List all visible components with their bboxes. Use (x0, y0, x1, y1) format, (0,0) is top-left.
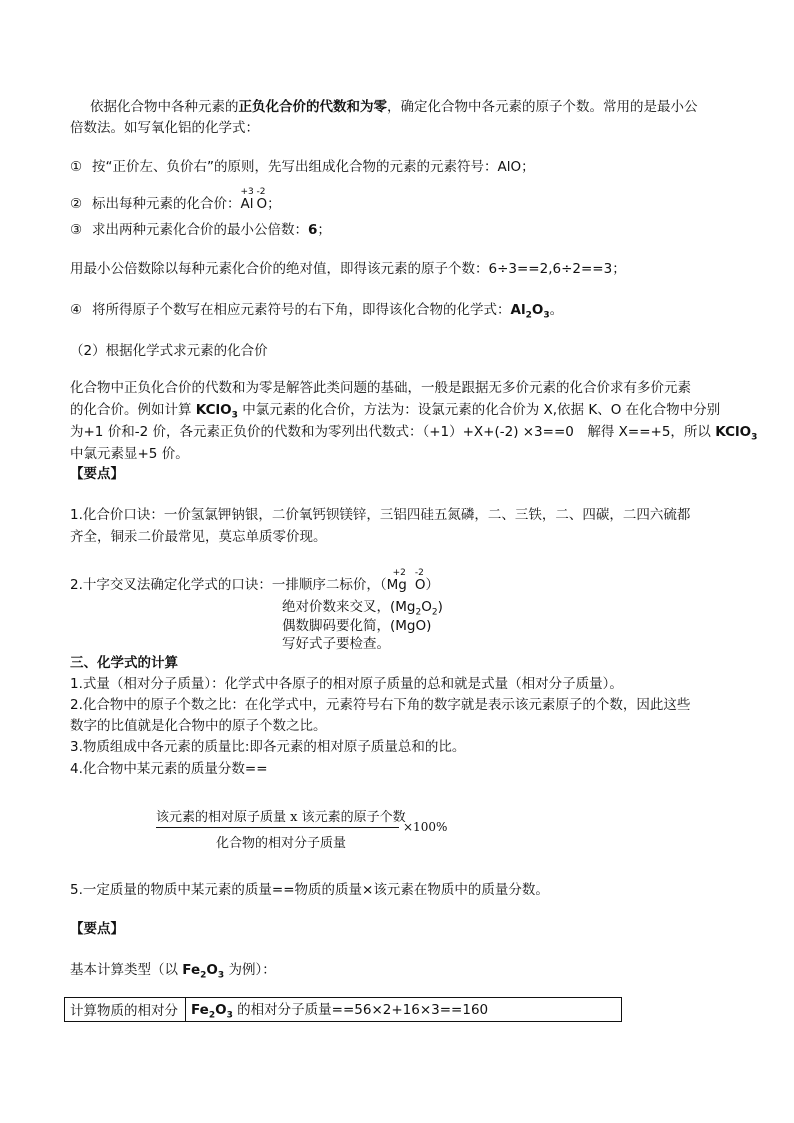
text: 的化合价。例如计算 (70, 402, 196, 418)
intro-text: ，确定化合物中各元素的原子个数。常用的是最小公 (387, 99, 698, 115)
valence-o: -2 (256, 187, 266, 197)
section-3-l1: 1.式量（相对分子质量）：化学式中各原子的相对原子质量的总和就是式量（相对分子质量）。 (70, 676, 623, 692)
valence-o: -2 (414, 568, 424, 578)
formula-sub: 2 (200, 970, 207, 981)
formula-sub: 3 (217, 970, 225, 981)
step-text: 按“正价左、负价右”的原则，先写出组成化合物的元素的元素符号：AlO； (92, 159, 535, 175)
symbol-al: Al (240, 196, 254, 212)
section-2-p4: 中氯元素显+5 价。 (70, 446, 189, 462)
valence-rhyme-1: 1.化合价口诀：一价氢氯钾钠银，二价氧钙钡镁锌，三铝四硅五氮磷，二、三铁，二、四碳，二四六硫都 (70, 507, 691, 523)
formula-part: O (531, 302, 544, 318)
lcm-value: 6 (308, 222, 318, 238)
division-line: 用最小公倍数除以每种元素化合价的绝对值，即得该元素的原子个数：6÷3==2,6÷2==3； (70, 261, 626, 277)
formula-part: KClO (195, 402, 232, 418)
section-3-l6: 5.一定质量的物质中某元素的质量==物质的质量×该元素在物质中的质量分数。 (70, 882, 549, 898)
formula-part: O (215, 1002, 227, 1018)
section-3-l2: 2.化合物中的原子个数之比：在化学式中，元素符号右下角的数字就是表示该元素原子的个数，因此这些 (70, 697, 691, 713)
step-2 (70, 187, 281, 214)
fraction-bar (156, 827, 399, 828)
valence-rhyme-2: 齐全，铜汞二价最常见，莫忘单质零价现。 (70, 529, 327, 545)
table-row (65, 998, 622, 1022)
formula-sub: 3 (543, 310, 550, 321)
step-end: ； (317, 222, 331, 238)
intro-bold: 正负化合价的代数和为零 (238, 99, 387, 115)
formula-sub: 2 (415, 607, 422, 618)
element-al (240, 187, 254, 214)
cross-rule-3: 偶数脚码要化简，(MgO) (282, 618, 432, 634)
points-title: 【要点】 (70, 466, 124, 482)
section-2-p1: 化合物中正负化合价的代数和为零是解答此类问题的基础，一般是跟据无多价元素的化合价求有多价元素 (70, 380, 691, 396)
intro-text: 依据化合物中各种元素的 (90, 99, 239, 115)
formula-sub: 2 (431, 607, 438, 618)
text: 绝对价数来交叉，(Mg (282, 599, 416, 615)
intro-line-2: 倍数法。如写氧化铝的化学式： (70, 120, 259, 136)
text: 的相对分子质量==56×2+16×3==160 (232, 1002, 489, 1018)
formula-kclo3 (715, 424, 758, 443)
step-number: ② (70, 196, 83, 212)
step-1 (70, 157, 535, 177)
formula-sub: 3 (751, 432, 758, 443)
cross-rule-4: 写好式子要检查。 (282, 636, 390, 652)
step-end: ； (267, 196, 281, 212)
element-mg (386, 568, 407, 595)
text: 2.十字交叉法确定化学式的口诀：一排顺序二标价，（ (70, 577, 387, 593)
text: 基本计算类型（以 (70, 962, 183, 978)
step-end: 。 (549, 302, 564, 318)
formula-part: Fe (182, 962, 201, 978)
step-text: 求出两种元素化合价的最小公倍数： (92, 222, 308, 238)
basic-calc-types (70, 960, 276, 986)
valence-al: +3 (240, 187, 254, 197)
calc-table (64, 997, 622, 1022)
step-number: ① (70, 159, 83, 175)
formula-fe2o3 (182, 962, 225, 981)
symbol-mg: Mg (386, 577, 407, 593)
formula-fe2o3 (191, 1002, 233, 1021)
formula-part: Fe (191, 1002, 209, 1018)
table-cell-label: 计算物质的相对分 (65, 998, 186, 1022)
formula-sub: 2 (525, 310, 532, 321)
text: ) (437, 599, 443, 615)
text: 中氯元素的化合价，方法为：设氯元素的化合价为 X,依据 K、O 在化合物中分别 (237, 402, 721, 418)
section-3-l5: 4.化合物中某元素的质量分数== (70, 761, 268, 777)
text: 为例）： (224, 962, 276, 978)
formula-al2o3 (510, 302, 550, 321)
section-2-heading: （2）根据化学式求元素的化合价 (70, 343, 268, 359)
cross-rule-1 (70, 568, 439, 595)
text: 为+1 价和-2 价，各元素正负价的代数和为零列出代数式：（+1）+X+(-2) ×3==0 解得 X==+5，所以 (70, 424, 716, 440)
section-3-l3: 数字的比值就是化合物中的原子个数之比。 (70, 718, 327, 734)
formula-sub: 3 (226, 1010, 233, 1021)
valence-mg: +2 (392, 568, 406, 578)
symbol-o: O (256, 196, 268, 212)
table-cell-value (186, 998, 622, 1022)
step-text: 标出每种元素的化合价： (92, 196, 241, 212)
step-number: ④ (70, 302, 83, 318)
step-number: ③ (70, 222, 83, 238)
points-title-2: 【要点】 (70, 921, 124, 937)
text: O (421, 599, 432, 615)
text: ） (425, 577, 439, 593)
fraction-denominator: 化合物的相对分子质量 (216, 836, 347, 851)
step-3 (70, 220, 331, 240)
formula-kclo3 (195, 402, 238, 421)
formula-sub: 3 (231, 410, 238, 421)
fraction-numerator: 该元素的相对原子质量 x 该元素的原子个数 (156, 810, 406, 825)
symbol-o: O (414, 577, 426, 593)
fraction-multiplier: ×100% (403, 820, 448, 834)
section-3-heading: 三、化学式的计算 (70, 655, 178, 671)
section-3-l4: 3.物质组成中各元素的质量比:即各元素的相对原子质量总和的比。 (70, 739, 466, 755)
formula-sub: 2 (208, 1010, 216, 1021)
formula-part: O (206, 962, 218, 978)
step-4 (70, 300, 563, 326)
element-o (256, 187, 268, 214)
intro-line-1 (90, 97, 698, 117)
step-text: 将所得原子个数写在相应元素符号的右下角，即得该化合物的化学式： (92, 302, 511, 318)
formula-part: KClO (715, 424, 752, 440)
element-o (414, 568, 426, 595)
formula-part: Al (510, 302, 526, 318)
